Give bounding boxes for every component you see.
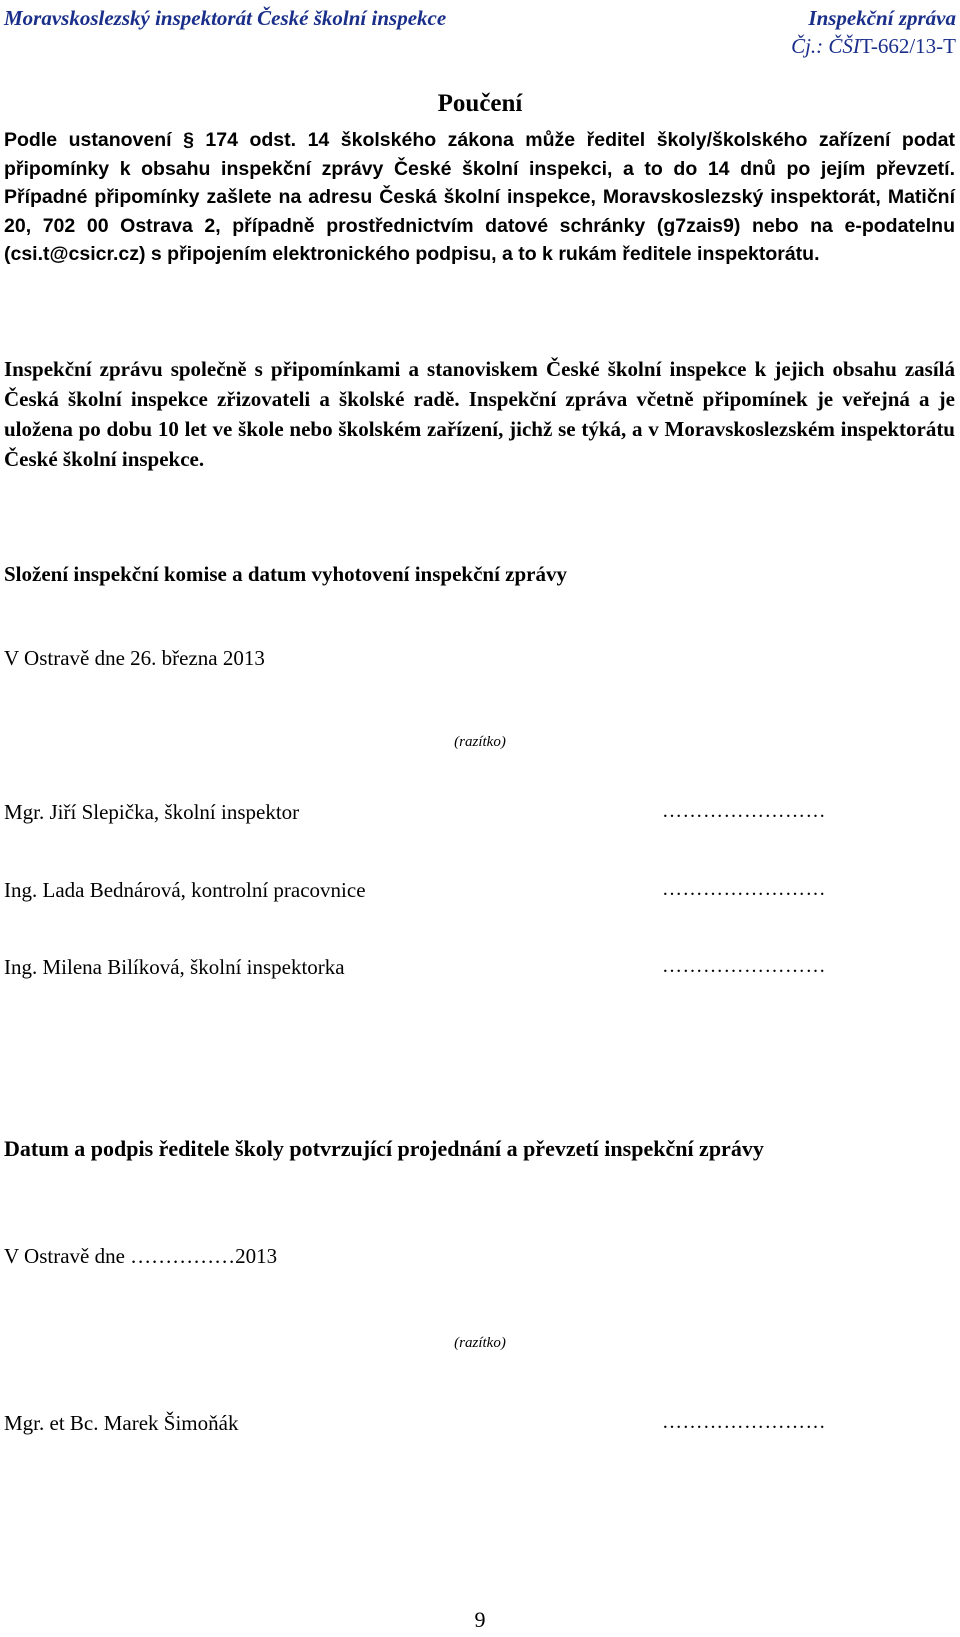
paragraph-distribution: Inspekční zprávu společně s připomínkami a stanoviskem České školní inspekce k jejich obsahu zasílá Česká školní inspekce zřizovateli a školské radě. Inspekční zpráva včetně připomínek je veřejná a je uložena po dobu 10 let ve škole nebo školském zařízení, jichž se týká, a v Moravskoslezském inspektorátu České školní inspekce. xyxy=(4,357,955,471)
header-ref-prefix: Čj.: ČŠI xyxy=(791,34,860,58)
commission-stamp: (razítko) xyxy=(454,734,506,750)
page-number: 9 xyxy=(474,1607,486,1632)
member-name: Ing. Milena Bilíková, školní inspektorka xyxy=(4,955,345,979)
member-signature-line: …………………… xyxy=(662,800,826,822)
header-reference xyxy=(791,34,956,59)
header-report-title: Inspekční zpráva xyxy=(808,6,956,30)
member-signature-line: …………………… xyxy=(662,955,826,977)
paragraph-instructions: Podle ustanovení § 174 odst. 14 školského zákona může ředitel školy/školského zařízení podat připomínky k obsahu inspekční zprávy České školní inspekci, a to do 14 dnů po jejím převzetí. Případné připomínky zašlete na adresu Česká školní inspekce, Moravskoslezský inspektorát, Matiční 20, 702 00 Ostrava 2, případně prostřednictvím datové schránky (g7zais9) nebo na e-podatelnu (csi.t@csicr.cz) s připojením elektronického podpisu, a to k rukám ředitele inspektorátu. xyxy=(4,129,955,265)
commission-heading: Složení inspekční komise a datum vyhotovení inspekční zprávy xyxy=(4,562,567,586)
member-name: Ing. Lada Bednárová, kontrolní pracovnice xyxy=(4,878,366,902)
director-signature-line: …………………… xyxy=(662,1411,826,1433)
director-name: Mgr. et Bc. Marek Šimoňák xyxy=(4,1411,239,1435)
director-stamp: (razítko) xyxy=(454,1335,506,1351)
page-title: Poučení xyxy=(437,90,523,117)
member-signature-line: …………………… xyxy=(662,878,826,900)
director-heading: Datum a podpis ředitele školy potvrzující projednání a převzetí inspekční zprávy xyxy=(4,1136,764,1161)
commission-date-line: V Ostravě dne 26. března 2013 xyxy=(4,646,265,670)
member-name: Mgr. Jiří Slepička, školní inspektor xyxy=(4,800,300,824)
director-date-line: V Ostravě dne ……………2013 xyxy=(4,1244,278,1268)
header-ref-suffix: T-662/13-T xyxy=(859,34,956,58)
header-institution: Moravskoslezský inspektorát České školní inspekce xyxy=(4,6,447,30)
